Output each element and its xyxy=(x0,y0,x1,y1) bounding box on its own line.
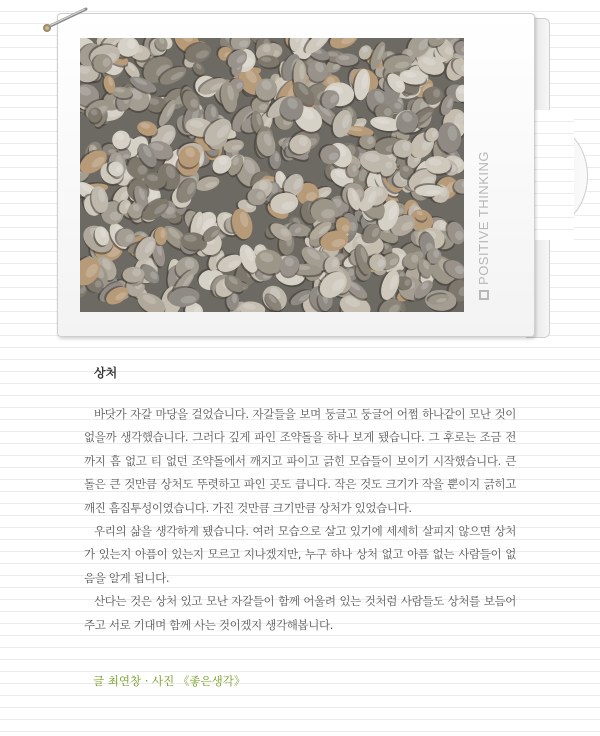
article-paragraph: 바닷가 자갈 마당을 걸었습니다. 자갈들을 보며 둥글고 둥글어 어쩜 하나같이 모난 것이 없을까 생각했습니다. 그러다 깊게 파인 조약돌을 하나 보게 됐습니다. 그 후로는 조금 전까지 흠 없고 티 없던 조약돌에서 깨지고 파이고 긁힌 모습들이 보이기 시작했습니다. 큰 돌은 큰 것만큼 상처도 뚜렷하고 파인 곳도 큽니다. 작은 것도 크기가 작을 뿐이지 긁히고 깨진 흠집투성이였습니다. 가진 것만큼 크기만큼 상처가 있었습니다. xyxy=(84,407,516,515)
square-icon xyxy=(478,289,488,299)
pebble xyxy=(326,38,361,52)
article-paragraph: 산다는 것은 상처 있고 모난 자갈들이 함께 어울려 있는 것처럼 사람들도 상처를 보듬어 주고 서로 기대며 함께 사는 것이겠지 생각해봅니다. xyxy=(84,594,516,632)
positive-thinking-text: POSITIVE THINKING xyxy=(475,150,491,285)
positive-thinking-label xyxy=(472,145,494,305)
article-body xyxy=(84,403,516,637)
article-paragraph: 우리의 삶을 생각하게 됐습니다. 여러 모습으로 살고 있기에 세세히 살피지 않으면 상처가 있는지 아픔이 있는지 모르고 지나겠지만, 누구 하나 상처 없고 아픔 없는 사람들이 없음을 알게 됩니다. xyxy=(84,524,516,585)
article-credit: 글 최연창 · 사진 《좋은생각》 xyxy=(93,674,246,688)
pebbles-photo xyxy=(80,38,464,312)
pin-icon xyxy=(40,4,92,34)
article-title: 상처 xyxy=(94,366,118,380)
notch-background xyxy=(534,110,574,240)
pebbles-image xyxy=(80,38,464,312)
